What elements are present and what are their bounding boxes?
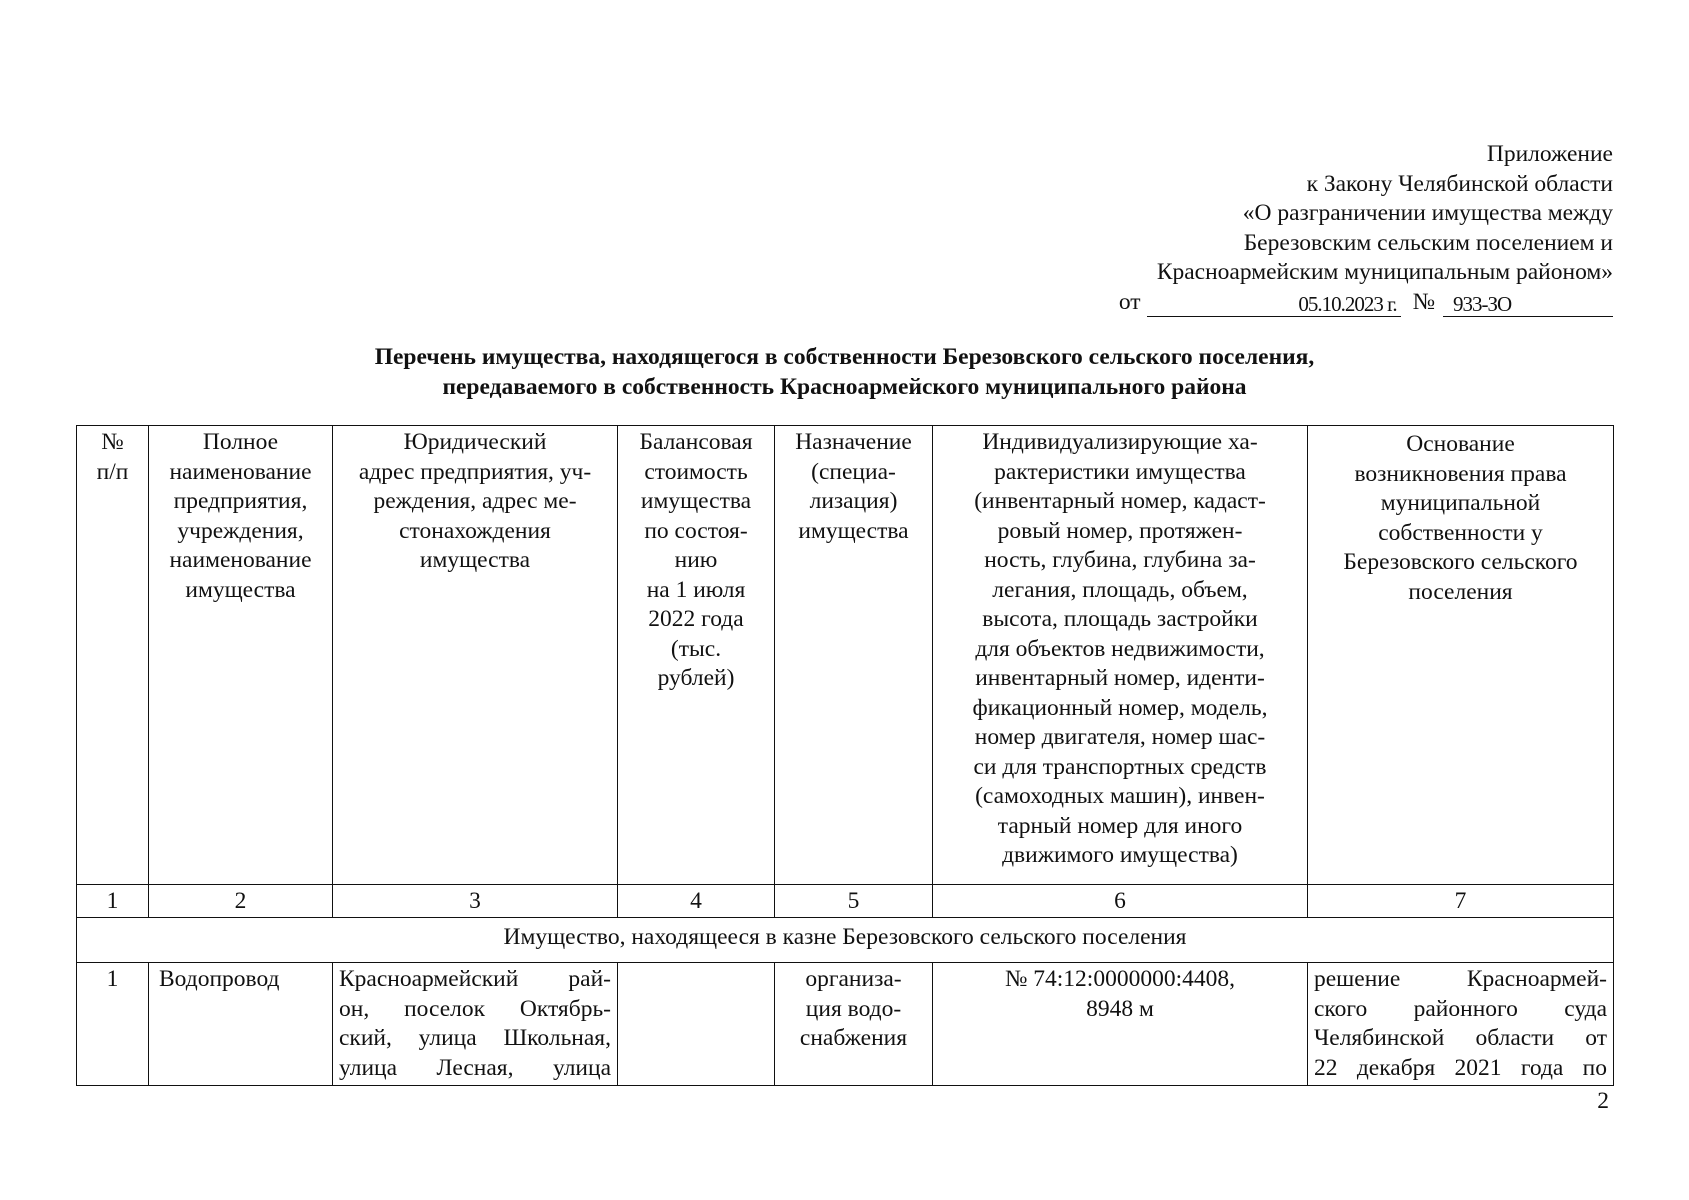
law-number: 933-ЗО [1443, 292, 1613, 317]
cell-text-line: снабжения [799, 1025, 908, 1051]
from-label: от [1118, 288, 1141, 315]
cell-text-line: ровый номер, протяжен- [997, 517, 1243, 544]
header-cell-address [333, 426, 618, 885]
cell-text-line: на 1 июля [646, 576, 746, 603]
column-number: 3 [333, 885, 618, 918]
header-cell-name [149, 426, 333, 885]
section-header-row [77, 918, 1614, 963]
cell-text-line: движимого имущества) [1002, 842, 1238, 868]
cell-text-line: организа- [805, 966, 902, 992]
cell-text-line: номер двигателя, номер шас- [974, 724, 1266, 750]
cell-text-line: поселения [1408, 578, 1513, 605]
cell-text-line: реждения, адрес ме- [373, 488, 577, 514]
property-table [76, 425, 1614, 1086]
cell-text-line: стоимость [644, 458, 748, 485]
row-number: 1 [77, 963, 149, 1086]
cell-text-line: стонахождения [399, 517, 551, 544]
law-date-number-line [1053, 288, 1613, 318]
cell-text-line: муниципальной [1380, 490, 1541, 516]
column-number: 7 [1308, 885, 1614, 918]
cell-text-line: решение Красноармей- [1314, 966, 1607, 992]
appendix-line: «О разграничении имущества между [1242, 200, 1613, 226]
cell-text-line: Красноармейский рай- [339, 966, 611, 992]
cell-text-line: № 74:12:0000000:4408, [1004, 966, 1235, 992]
cell-text-line: улица Лесная, улица [339, 1054, 611, 1081]
cell-text-line: Полное [202, 429, 279, 455]
row-balance-value [618, 963, 775, 1086]
row-address [333, 963, 618, 1086]
cell-text-line: 22 декабря 2021 года по [1314, 1054, 1607, 1081]
cell-text-line: учреждения, [177, 517, 304, 544]
cell-text-line: рактеристики имущества [994, 458, 1246, 485]
cell-text-line: тарный номер для иного [997, 812, 1243, 839]
cell-text-line: (инвентарный номер, кадаст- [974, 488, 1266, 514]
number-sign: № [1412, 288, 1435, 315]
cell-text-line: (тыс. [670, 635, 722, 662]
document-title-line: Перечень имущества, находящегося в собственности Березовского сельского поселения, [374, 344, 1315, 370]
header-cell-characteristics [933, 426, 1308, 885]
cell-text-line: инвентарный номер, иденти- [975, 665, 1265, 691]
cell-text-line: имущества [640, 488, 752, 514]
cell-text-line: ность, глубина, глубина за- [984, 547, 1256, 573]
table-header-row [77, 426, 1614, 885]
cell-text-line: фикационный номер, модель, [972, 694, 1268, 721]
cell-text-line: Основание [1406, 431, 1515, 457]
column-number: 1 [77, 885, 149, 918]
appendix-line: Красноармейским муниципальным районом» [1156, 259, 1613, 285]
row-characteristics [933, 963, 1308, 1086]
column-number: 4 [618, 885, 775, 918]
appendix-line: Березовским сельским поселением и [1243, 229, 1613, 256]
cell-text-line: (специа- [811, 458, 896, 485]
cell-text-line: рублей) [657, 665, 735, 691]
cell-text-line: по состоя- [644, 517, 748, 544]
cell-text-line: имущества [798, 517, 909, 544]
cell-text-line: п/п [96, 458, 129, 485]
cell-text-line: лизация) [809, 488, 898, 514]
cell-text-line: Юридический [403, 429, 547, 455]
header-cell-number [77, 426, 149, 885]
cell-text-line: адрес предприятия, уч- [358, 458, 592, 485]
cell-text-line: Индивидуализирующие ха- [982, 429, 1258, 455]
cell-text-line: Челябинской области от [1314, 1025, 1607, 1051]
cell-text-line: нию [674, 547, 718, 573]
document-title-line: передаваемого в собственность Красноармейского муниципального района [442, 374, 1247, 400]
cell-text-line: наименование [169, 547, 312, 573]
cell-text-line: Балансовая [639, 429, 753, 455]
row-basis [1308, 963, 1614, 1086]
cell-text-line: наименование [169, 458, 312, 485]
document-title [76, 342, 1613, 402]
cell-text-line: си для транспортных средств [973, 753, 1267, 780]
column-number-row [77, 885, 1614, 918]
header-cell-basis [1308, 426, 1614, 885]
appendix-line: Приложение [1486, 141, 1613, 167]
cell-text-line: Березовского сельского [1343, 549, 1578, 575]
appendix-line: к Закону Челябинской области [1306, 170, 1613, 197]
cell-text-line: собственности у [1378, 519, 1543, 546]
row-name: Водопровод [149, 963, 333, 1086]
column-number: 2 [149, 885, 333, 918]
column-number: 5 [775, 885, 933, 918]
table-row [77, 963, 1614, 1086]
cell-text-line: № [101, 429, 124, 455]
cell-text-line: имущества [185, 576, 296, 603]
cell-text-line: для объектов недвижимости, [975, 635, 1265, 662]
cell-text-line: 2022 года [648, 606, 744, 632]
cell-text-line: предприятия, [173, 488, 308, 514]
section-title: Имущество, находящееся в казне Березовского сельского поселения [77, 918, 1614, 963]
header-cell-purpose [775, 426, 933, 885]
cell-text-line: (самоходных машин), инвен- [975, 783, 1265, 809]
cell-text-line: высота, площадь застройки [982, 606, 1258, 632]
cell-text-line: легания, площадь, объем, [992, 576, 1248, 603]
cell-text-line: возникновения права [1354, 460, 1567, 487]
appendix-block [1053, 140, 1613, 317]
cell-text-line: Назначение [795, 429, 912, 455]
law-date: 05.10.2023 г. [1147, 292, 1401, 317]
cell-text-line: он, поселок Октябрь- [339, 995, 611, 1022]
row-purpose [775, 963, 933, 1086]
cell-text-line: ция водо- [805, 995, 902, 1022]
header-cell-balance-value [618, 426, 775, 885]
cell-text-line: 8948 м [1086, 995, 1154, 1022]
cell-text-line: имущества [419, 547, 531, 573]
page-number: 2 [1597, 1088, 1609, 1114]
cell-text-line: ский, улица Школьная, [339, 1025, 611, 1051]
column-number: 6 [933, 885, 1308, 918]
cell-text-line: ского районного суда [1314, 995, 1607, 1022]
